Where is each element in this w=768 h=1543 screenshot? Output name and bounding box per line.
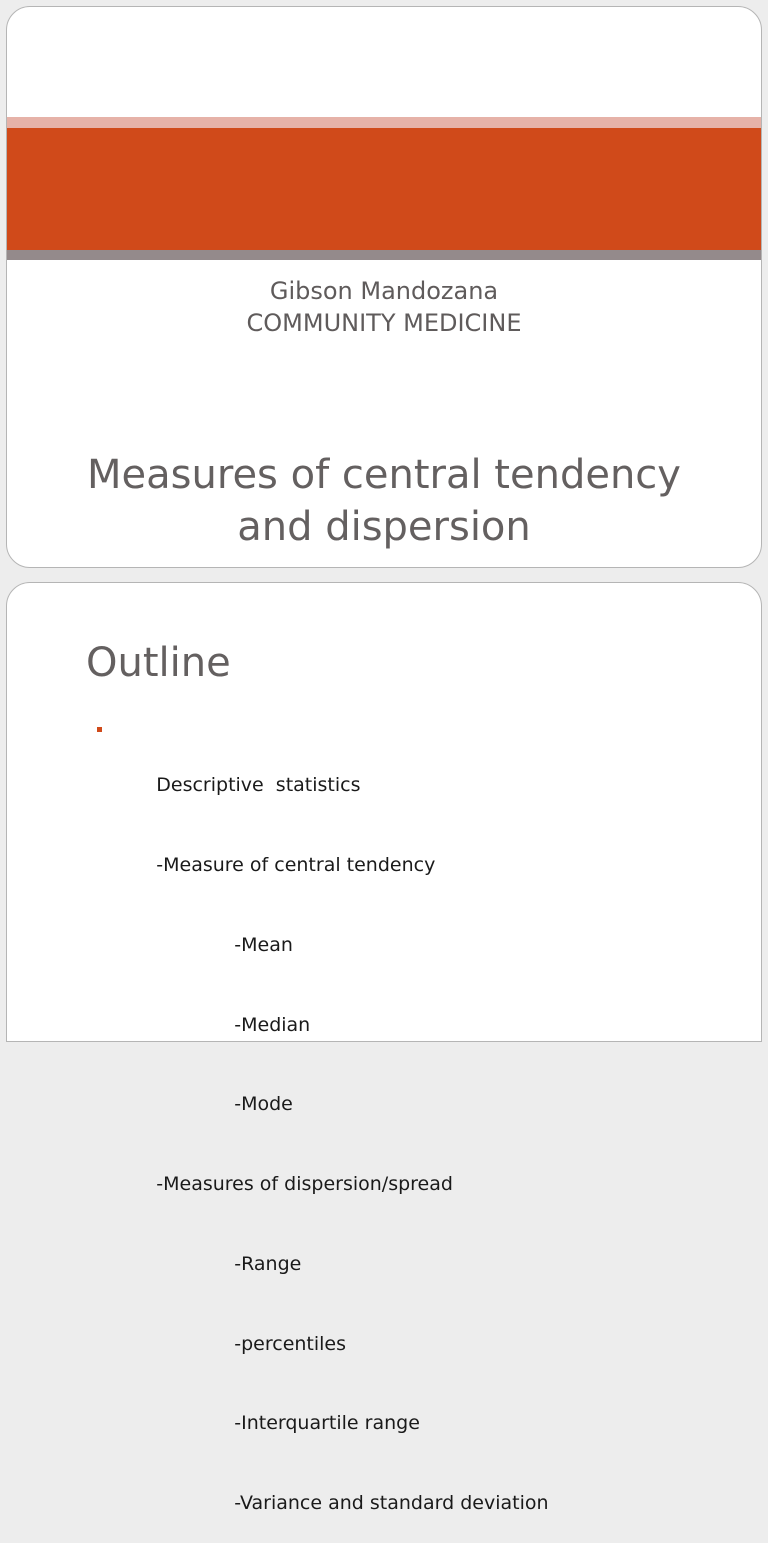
list-item-text: -Range: [234, 1252, 302, 1275]
outline-list: [97, 719, 549, 1543]
list-item: [97, 1065, 549, 1145]
accent-band-bottom: [7, 250, 761, 260]
slide-title: [7, 449, 761, 553]
list-item: [97, 1304, 549, 1384]
list-item: [97, 719, 549, 825]
list-item-text: -Measure of central tendency: [156, 853, 436, 876]
list-item-text: -Mean: [234, 933, 293, 956]
outline-slide: [6, 582, 762, 1515]
list-item-text: -Mode: [234, 1093, 293, 1116]
accent-band-main: [7, 128, 761, 250]
list-item: [97, 1224, 549, 1304]
bullet-icon: [97, 727, 102, 732]
title-line-2: and dispersion: [237, 504, 531, 550]
list-item-text: -Interquartile range: [234, 1412, 420, 1435]
department-name: COMMUNITY MEDICINE: [246, 309, 522, 337]
list-item-text: -Variance and standard deviation: [234, 1492, 549, 1515]
author-name: Gibson Mandozana: [269, 277, 499, 305]
outline-title: Outline: [86, 640, 231, 686]
list-item-text: -Median: [234, 1013, 311, 1036]
list-item: [97, 825, 549, 905]
accent-band-top: [7, 117, 761, 128]
list-item-text: Descriptive statistics: [156, 774, 361, 797]
slide-subtitle: [7, 275, 761, 339]
title-slide: [6, 6, 762, 568]
list-item: [97, 985, 549, 1065]
list-item: [97, 1145, 549, 1225]
list-item-text: -Measures of dispersion/spread: [156, 1173, 453, 1196]
list-item: [97, 1464, 549, 1543]
list-item-text: -percentiles: [234, 1332, 347, 1355]
title-line-1: Measures of central tendency: [87, 452, 681, 498]
list-item: [97, 1384, 549, 1464]
list-item: [97, 905, 549, 985]
